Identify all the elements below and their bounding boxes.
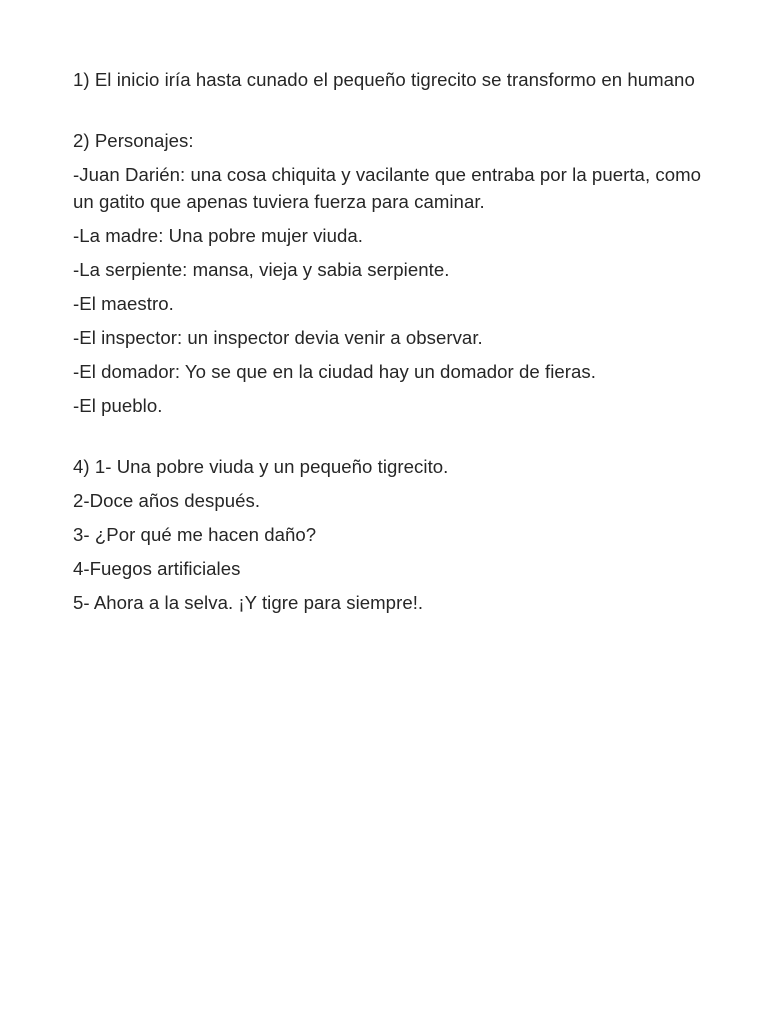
- character-juan-darien: -Juan Darién: una cosa chiquita y vacilante que entraba por la puerta, como un gatito que apenas tuviera fuerza para caminar.: [73, 164, 702, 212]
- character-la-serpiente: -La serpiente: mansa, vieja y sabia serpiente.: [73, 259, 450, 280]
- character-el-domador: -El domador: Yo se que en la ciudad hay un domador de fieras.: [73, 361, 596, 382]
- document-body: [73, 66, 713, 616]
- section-4-item-5: 5- Ahora a la selva. ¡Y tigre para siempre!.: [73, 592, 424, 613]
- character-la-madre: -La madre: Una pobre mujer viuda.: [73, 225, 363, 246]
- section-2-heading: 2) Personajes:: [73, 130, 194, 151]
- section-4-item-2: 2-Doce años después.: [73, 490, 261, 511]
- character-el-pueblo: -El pueblo.: [73, 395, 163, 416]
- character-el-maestro: -El maestro.: [73, 293, 174, 314]
- section-4-item-1: 4) 1- Una pobre viuda y un pequeño tigrecito.: [73, 456, 449, 477]
- section-4-item-4: 4-Fuegos artificiales: [73, 558, 241, 579]
- section-4-item-3: 3- ¿Por qué me hacen daño?: [73, 524, 317, 545]
- character-el-inspector: -El inspector: un inspector devia venir a observar.: [73, 327, 483, 348]
- section-1-paragraph: 1) El inicio iría hasta cunado el pequeño tigrecito se transformo en humano: [73, 69, 695, 90]
